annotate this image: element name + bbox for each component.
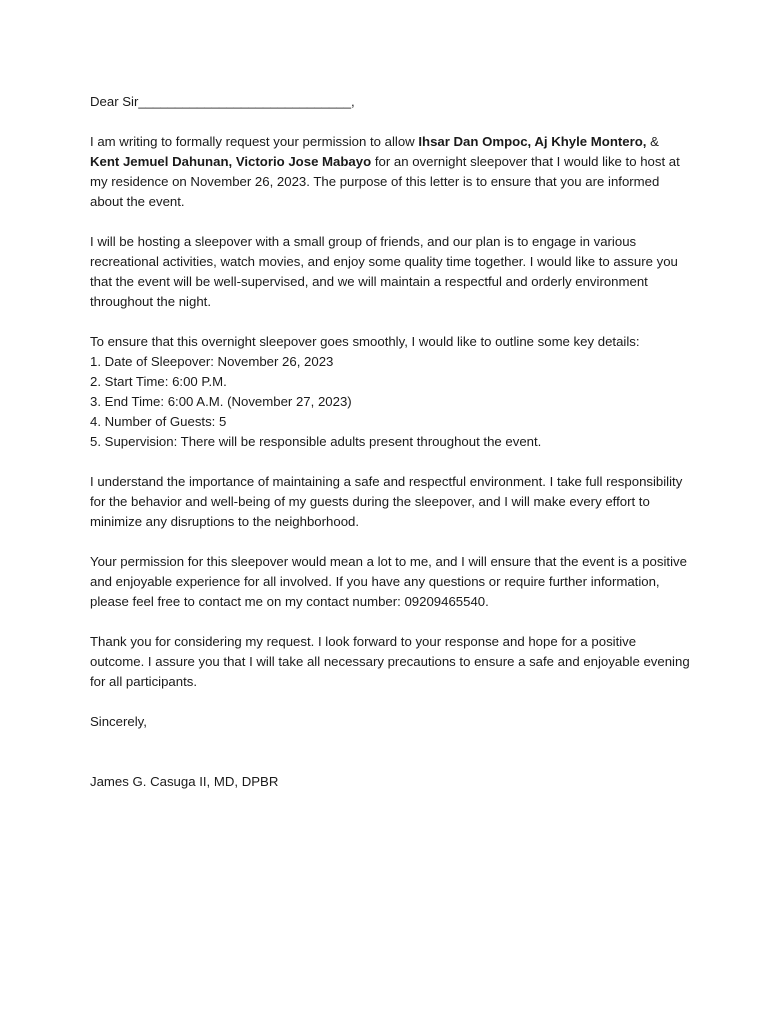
request-suffix: for an overnight sleepover that I would like to host at my residence on November 26, 2023. The purpose of this letter is to ensure that you are informed about the event.	[90, 154, 680, 209]
detail-item: 3. End Time: 6:00 A.M. (November 27, 2023)	[90, 394, 352, 409]
request-prefix: I am writing to formally request your permission to allow	[90, 134, 419, 149]
closing: Sincerely,	[90, 714, 147, 729]
salutation: Dear Sir_____________________________,	[90, 94, 355, 109]
paragraph-activities: I will be hosting a sleepover with a small group of friends, and our plan is to engage in various recreational activities, watch movies, and enjoy some quality time together. I would like to assure you that the event will be well-supervised, and we will maintain a respectful and orderly environment throughout the night.	[90, 234, 678, 309]
detail-item: 5. Supervision: There will be responsible adults present throughout the event.	[90, 434, 542, 449]
guest-names-first: Ihsar Dan Ompoc, Aj Khyle Montero,	[418, 134, 647, 149]
paragraph-request	[90, 132, 690, 212]
detail-item: 1. Date of Sleepover: November 26, 2023	[90, 354, 334, 369]
ampersand: &	[646, 134, 659, 149]
guest-names-second: Kent Jemuel Dahunan, Victorio Jose Mabayo	[90, 154, 372, 169]
detail-item: 2. Start Time: 6:00 P.M.	[90, 374, 227, 389]
paragraph-responsibility: I understand the importance of maintaining a safe and respectful environment. I take full responsibility for the behavior and well-being of my guests during the sleepover, and I will make every effort to minimize any disruptions to the neighborhood.	[90, 474, 683, 529]
paragraph-thanks: Thank you for considering my request. I look forward to your response and hope for a positive outcome. I assure you that I will take all necessary precautions to ensure a safe and enjoyable evening for all participants.	[90, 634, 690, 689]
letter-body	[90, 92, 690, 792]
signature-name: James G. Casuga II, MD, DPBR	[90, 774, 279, 789]
details-intro: To ensure that this overnight sleepover goes smoothly, I would like to outline some key details:	[90, 334, 640, 349]
detail-item: 4. Number of Guests: 5	[90, 414, 227, 429]
paragraph-permission: Your permission for this sleepover would mean a lot to me, and I will ensure that the event is a positive and enjoyable experience for all involved. If you have any questions or require further information, please feel free to contact me on my contact number: 09209465540.	[90, 554, 687, 609]
